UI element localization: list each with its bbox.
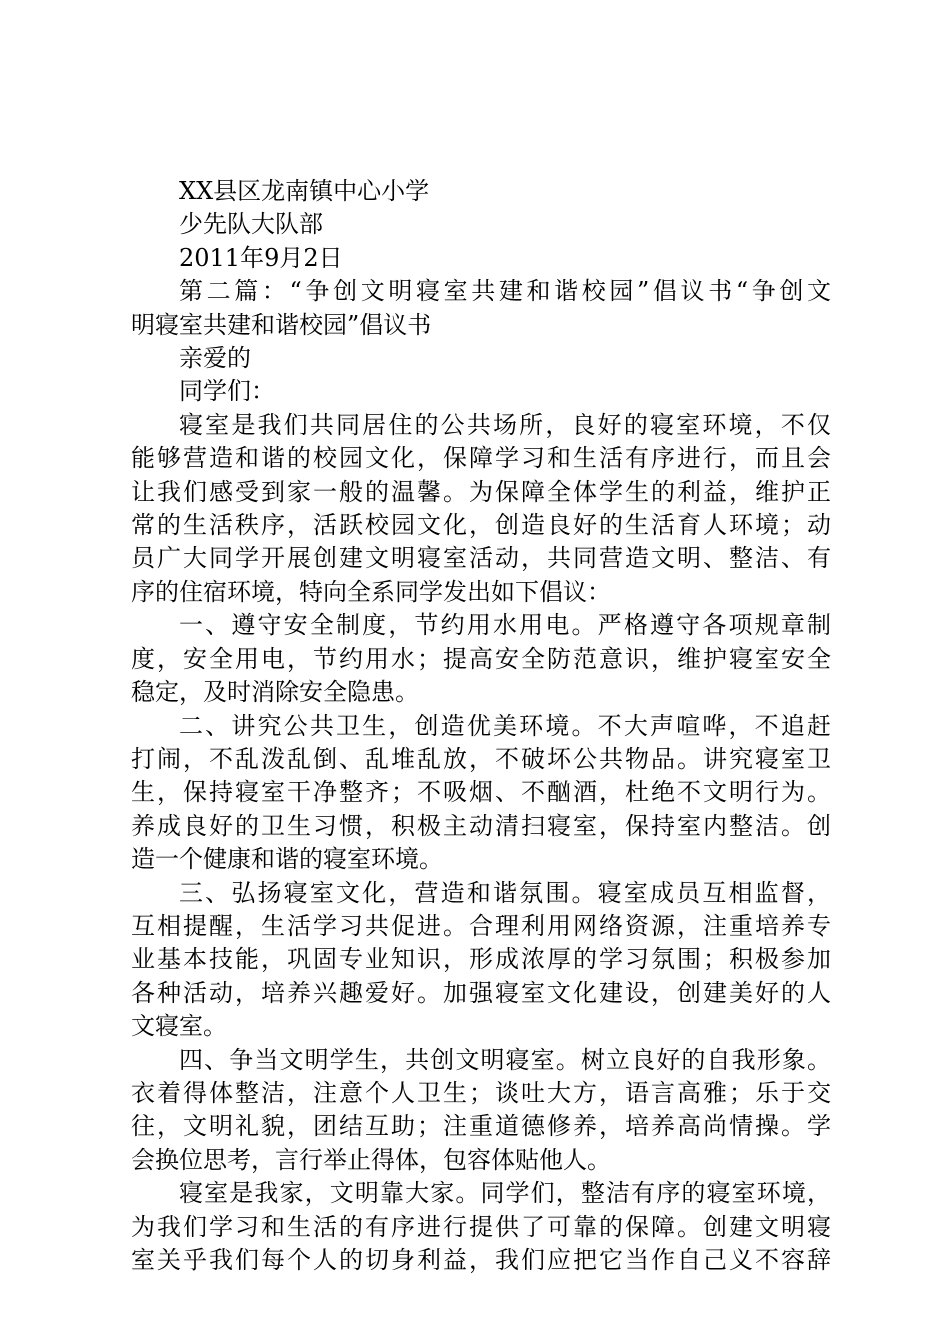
paragraph-line: 二、讲究公共卫生，创造优美环境。不大声喧哗，不追赶 — [179, 711, 831, 740]
paragraph-line: 一、遵守安全制度，节约用水用电。严格遵守各项规章制 — [179, 611, 831, 640]
paragraph-line: 员广大同学开展创建文明寝室活动，共同营造文明、整洁、有 — [131, 544, 831, 573]
paragraph-point-3 — [131, 877, 831, 1044]
paragraph-line: 打闹，不乱泼乱倒、乱堆乱放，不破坏公共物品。讲究寝室卫 — [131, 744, 831, 773]
paragraph-line: 常的生活秩序，活跃校园文化，创造良好的生活育人环境；动 — [131, 511, 831, 540]
paragraph-line: 文寝室。 — [131, 1012, 227, 1041]
document-date: 2011年9月2日 — [179, 243, 343, 272]
paragraph-line: 能够营造和谐的校园文化，保障学习和生活有序进行，而且会 — [131, 444, 831, 473]
chapter-title — [131, 275, 831, 342]
paragraph-point-2 — [131, 710, 831, 877]
paragraph-line: 造一个健康和谐的寝室环境。 — [131, 845, 443, 874]
paragraph-line: 序的住宿环境，特向全系同学发出如下倡议： — [131, 577, 611, 606]
paragraph-line: 三、弘扬寝室文化，营造和谐氛围。寝室成员互相监督， — [179, 878, 831, 907]
paragraph-closing — [131, 1177, 831, 1277]
paragraph-line: 寝室是我家，文明靠大家。同学们，整洁有序的寝室环境， — [179, 1179, 831, 1208]
paragraph-line: 衣着得体整洁，注意个人卫生；谈吐大方，语言高雅；乐于交 — [131, 1078, 831, 1107]
paragraph-line: 稳定，及时消除安全隐患。 — [131, 678, 419, 707]
paragraph-line: 寝室是我们共同居住的公共场所，良好的寝室环境，不仅 — [179, 410, 831, 439]
department-name: 少先队大队部 — [179, 210, 323, 239]
paragraph-line: 度，安全用电，节约用水；提高安全防范意识，维护寝室安全 — [131, 644, 831, 673]
paragraph-line: 会换位思考，言行举止得体，包容体贴他人。 — [131, 1145, 611, 1174]
paragraph-point-4 — [131, 1044, 831, 1178]
paragraph-line: 业基本技能，巩固专业知识，形成浓厚的学习氛围；积极参加 — [131, 945, 831, 974]
paragraph-line: 养成良好的卫生习惯，积极主动清扫寝室，保持室内整洁。创 — [131, 811, 831, 840]
paragraph-line: 往，文明礼貌，团结互助；注重道德修养，培养高尚情操。学 — [131, 1112, 831, 1141]
paragraph-line: 为我们学习和生活的有序进行提供了可靠的保障。创建文明寝 — [131, 1212, 831, 1241]
paragraph-line: 生，保持寝室干净整齐；不吸烟、不酗酒，杜绝不文明行为。 — [131, 778, 831, 807]
chapter-title-line: 第二篇：“争创文明寝室共建和谐校园”倡议书“争创文 — [179, 277, 831, 306]
chapter-title-line: 明寝室共建和谐校园”倡议书 — [131, 310, 432, 339]
paragraph-line: 互相提醒，生活学习共促进。合理利用网络资源，注重培养专 — [131, 911, 831, 940]
salutation: 亲爱的 — [179, 344, 251, 373]
paragraph-line: 各种活动，培养兴趣爱好。加强寝室文化建设，创建美好的人 — [131, 978, 831, 1007]
paragraph-line: 室关乎我们每个人的切身利益，我们应把它当作自己义不容辞 — [131, 1246, 831, 1274]
school-name: XX县区龙南镇中心小学 — [179, 177, 430, 205]
paragraph-point-1 — [131, 609, 831, 709]
salutation: 同学们： — [179, 377, 275, 406]
paragraph-line: 让我们感受到家一般的温馨。为保障全体学生的利益，维护正 — [131, 477, 831, 506]
document-body — [131, 175, 831, 1277]
paragraph-line: 四、争当文明学生，共创文明寝室。树立良好的自我形象。 — [179, 1045, 831, 1074]
paragraph-intro — [131, 409, 831, 609]
